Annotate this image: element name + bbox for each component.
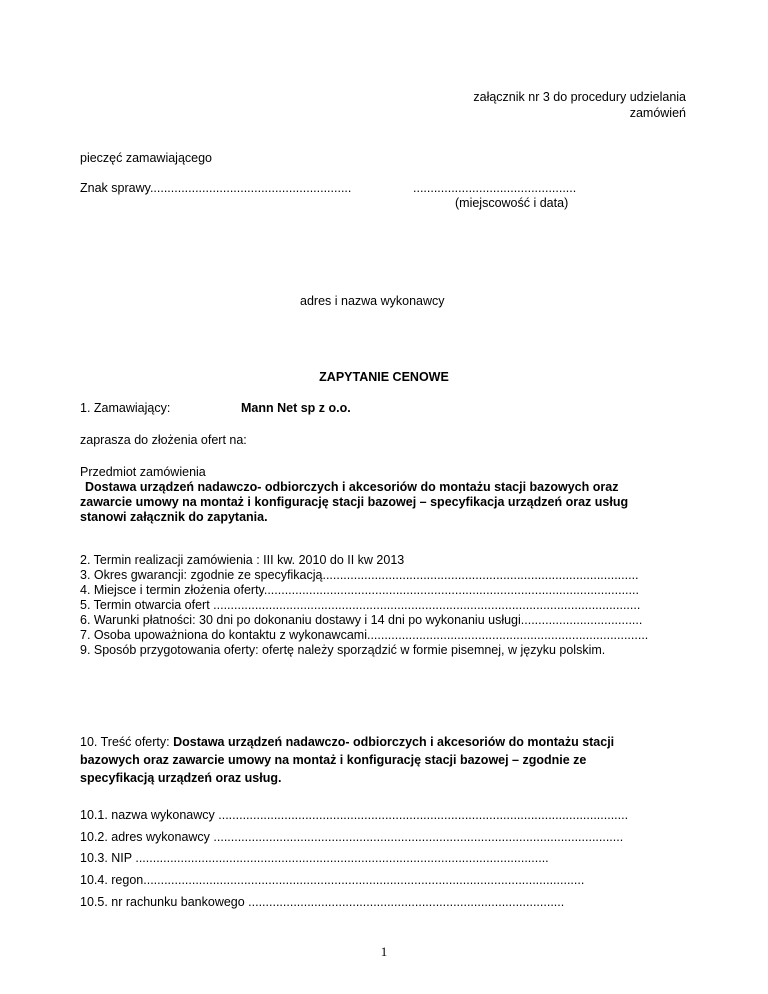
subject-label: Przedmiot zamówienia xyxy=(80,465,206,479)
field-10-5: 10.5. nr rachunku bankowego ........................................................................................... xyxy=(80,895,565,909)
offer-line-3: specyfikacją urządzeń oraz usług. xyxy=(80,771,282,785)
subject-line-1: Dostawa urządzeń nadawczo- odbiorczych i akcesoriów do montażu stacji bazowych oraz xyxy=(85,480,619,494)
header-annex-line1: załącznik nr 3 do procedury udzielania xyxy=(473,90,686,104)
ordering-party-value: Mann Net sp z o.o. xyxy=(241,401,351,415)
case-number-label: Znak sprawy xyxy=(80,181,150,195)
offer-prefix: 10. Treść oferty: xyxy=(80,735,174,749)
header-annex-line2: zamówień xyxy=(629,106,686,120)
contractor-address-label: adres i nazwa wykonawcy xyxy=(300,294,445,308)
item-4: 4. Miejsce i termin złożenia oferty............................................................................................................ xyxy=(80,583,639,597)
offer-title-1: Dostawa urządzeń nadawczo- odbiorczych i akcesoriów do montażu stacji xyxy=(173,735,615,749)
invitation-text: zaprasza do złożenia ofert na: xyxy=(80,433,247,447)
item-9: 9. Sposób przygotowania oferty: ofertę należy sporządzić w formie pisemnej, w języku polskim. xyxy=(80,643,606,657)
item-5: 5. Termin otwarcia ofert ........................................................................................................................... xyxy=(80,598,641,612)
place-date-dots: ............................................... xyxy=(413,181,577,195)
field-10-2: 10.2. adres wykonawcy ...................................................................................................................... xyxy=(80,830,624,844)
offer-line-1 xyxy=(80,735,614,749)
case-number-line xyxy=(80,181,351,195)
stamp-label: pieczęć zamawiającego xyxy=(80,151,213,165)
offer-line-2: bazowych oraz zawarcie umowy na montaż i konfigurację stacji bazowej – zgodnie ze xyxy=(80,753,587,767)
item-3: 3. Okres gwarancji: zgodnie ze specyfikacją........................................................................................... xyxy=(80,568,639,582)
item-7: 7. Osoba upoważniona do kontaktu z wykonawcami................................................................................. xyxy=(80,628,649,642)
field-10-1: 10.1. nazwa wykonawcy ...................................................................................................................... xyxy=(80,808,629,822)
subject-line-2: zawarcie umowy na montaż i konfigurację stacji bazowej – specyfikacja urządzeń oraz usług xyxy=(80,495,629,509)
field-10-3: 10.3. NIP ....................................................................................................................... xyxy=(80,851,549,865)
ordering-party-label: 1. Zamawiający: xyxy=(80,401,171,415)
field-10-4: 10.4. regon............................................................................................................................... xyxy=(80,873,585,887)
item-2: 2. Termin realizacji zamówienia : III kw. 2010 do II kw 2013 xyxy=(80,553,405,567)
subject-line-3: stanowi załącznik do zapytania. xyxy=(80,510,268,524)
document-title: ZAPYTANIE CENOWE xyxy=(319,370,449,384)
item-6: 6. Warunki płatności: 30 dni po dokonaniu dostawy i 14 dni po wykonaniu usługi................................... xyxy=(80,613,643,627)
page-number: 1 xyxy=(380,944,388,959)
place-date-label: (miejscowość i data) xyxy=(455,196,569,210)
case-number-dots: .......................................................... xyxy=(149,181,352,195)
